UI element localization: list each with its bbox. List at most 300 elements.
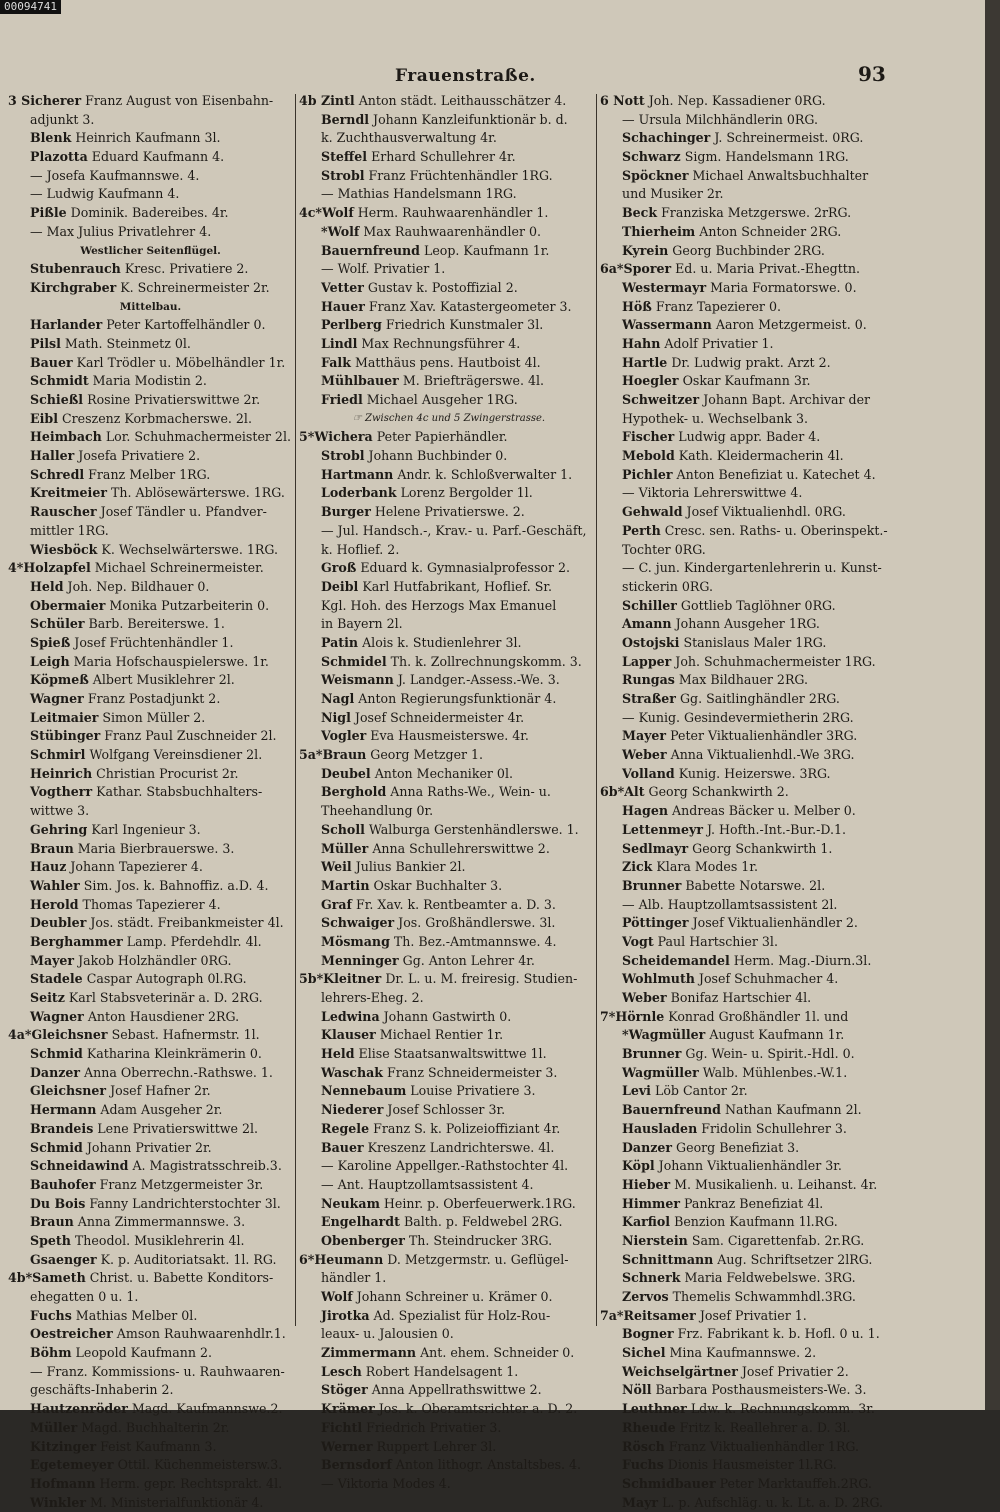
entry-details: D. Metzgermstr. u. Geflügel- (383, 1251, 569, 1267)
directory-entry (299, 1251, 599, 1270)
entry-details: L. p. Aufschläg. u. k. Lt. a. D. 2RG. (658, 1494, 884, 1510)
directory-entry (600, 1344, 892, 1363)
surname: Mayer (30, 952, 75, 968)
surname: Heimbach (30, 429, 102, 445)
surname: Westermayr (622, 279, 707, 295)
entry-details: Franz Postadjunkt 2. (83, 691, 221, 706)
entry-details: Bonifaz Hartschier 4l. (666, 990, 812, 1005)
surname: Schiller (622, 597, 677, 613)
surname: Hautzenröder (30, 1401, 128, 1417)
entry-details: K. Schreinermeister 2r. (116, 279, 270, 295)
entry-details: Gottlieb Taglöhner 0RG. (676, 597, 836, 613)
entry-details: Fr. Xav. k. Rentbeamter a. D. 3. (351, 896, 556, 912)
entry-details: August Kaufmann 1r. (705, 1027, 845, 1043)
directory-entry (8, 1419, 293, 1438)
surname: Eibl (30, 410, 58, 426)
surname: Wagmüller (622, 1064, 699, 1080)
surname: Braun (322, 747, 367, 763)
directory-entry (600, 428, 892, 447)
directory-entry (299, 279, 599, 298)
entry-details: Georg Buchbinder 2RG. (668, 242, 825, 258)
directory-entry (299, 1325, 599, 1344)
surname: Leitmaier (30, 709, 99, 725)
entry-details: Kathar. Stabsbuchhalters- (92, 784, 263, 800)
house-number: 7a* (600, 1307, 624, 1323)
directory-entry (8, 185, 293, 204)
entry-details: M. Ministerialfunktionär 4. (86, 1494, 264, 1510)
directory-entry (299, 260, 599, 279)
surname: Vogt (622, 933, 654, 949)
surname: Nierstein (622, 1232, 688, 1248)
directory-entry (8, 1008, 293, 1027)
entry-details: Fritz k. Reallehrer a. D. 3l. (675, 1419, 851, 1435)
entry-details: Franz Paul Zuschneider 2l. (100, 728, 277, 744)
directory-entry (600, 1381, 892, 1400)
surname: Spieß (30, 634, 71, 650)
entry-details: Johann Tapezierer 4. (66, 859, 203, 875)
directory-entry (8, 428, 293, 447)
entry-details: Dr. L. u. M. freiresig. Studien- (381, 971, 578, 987)
entry-details: — C. jun. Kindergartenlehrerin u. Kunst- (622, 560, 882, 576)
directory-entry (600, 671, 892, 690)
surname: Stubenrauch (30, 261, 121, 277)
entry-details: Kreszenz Landrichterswe. 4l. (363, 1139, 555, 1155)
entry-details: Franz August von Eisenbahn- (81, 93, 274, 108)
directory-entry (8, 167, 293, 186)
entry-details: Franz S. k. Polizeioffiziant 4r. (369, 1120, 561, 1136)
entry-details: Michael Ausgeher 1RG. (362, 392, 518, 407)
entry-details: Max Rechnungsführer 4. (357, 335, 521, 351)
directory-entry (299, 634, 599, 653)
surname: Gleichsner (31, 1027, 108, 1043)
directory-entry (8, 1176, 293, 1195)
surname: Schachinger (622, 130, 711, 146)
directory-entry (299, 1120, 599, 1139)
directory-entry (299, 933, 599, 952)
entry-details: Max Bildhauer 2RG. (674, 672, 809, 688)
surname: Wassermann (622, 317, 712, 333)
directory-entry (8, 933, 293, 952)
surname: Hauz (30, 859, 67, 875)
surname: Köpl (622, 1158, 655, 1174)
entry-details: J. Schreinermeist. 0RG. (710, 130, 864, 146)
entry-details: Lene Privatierswittwe 2l. (93, 1120, 259, 1136)
directory-entry (299, 765, 599, 784)
surname: Braun (30, 1214, 74, 1230)
surname: Vetter (321, 279, 364, 295)
entry-details: Anna Schullehrerswittwe 2. (368, 840, 550, 856)
directory-entry (299, 802, 599, 821)
surname: Nigl (321, 709, 351, 725)
directory-entry (8, 372, 293, 391)
surname: Gehring (30, 821, 88, 837)
house-number: 4c* (299, 205, 323, 221)
directory-entry (299, 1381, 599, 1400)
entry-details: Josef Privatier 2. (737, 1363, 849, 1379)
house-number: 6b* (600, 784, 625, 800)
surname: Blenk (30, 130, 72, 146)
directory-entry (8, 279, 293, 298)
directory-entry (600, 578, 892, 597)
entry-details: Franz Viktualienhändler 1RG. (664, 1438, 860, 1454)
surname: Schüler (30, 616, 85, 632)
surname: Wiesböck (30, 541, 98, 557)
directory-entry (8, 559, 293, 578)
surname: Pöttinger (622, 915, 689, 931)
directory-entry (299, 1307, 599, 1326)
entry-details: Peter Marktauffeh.2RG. (715, 1475, 872, 1491)
directory-entry (8, 1120, 293, 1139)
surname: Nöll (622, 1382, 652, 1398)
directory-entry (600, 1157, 892, 1176)
directory-entry (299, 391, 599, 410)
entry-details: Maria Modistin 2. (88, 373, 207, 389)
surname: Hauer (321, 298, 365, 314)
directory-entry (600, 92, 892, 111)
entry-details: Sebast. Hafnermstr. 1l. (107, 1027, 260, 1043)
surname: Brandeis (30, 1120, 94, 1136)
surname: Wolf (321, 1289, 353, 1304)
entry-details: k. Zuchthausverwaltung 4r. (321, 130, 497, 146)
entry-details: Theodol. Musiklehrerin 4l. (70, 1232, 245, 1248)
surname: Seitz (30, 990, 65, 1005)
entry-details: Simon Müller 2. (98, 709, 206, 725)
directory-entry (299, 989, 599, 1008)
surname: Schmid (30, 1046, 83, 1062)
entry-details: wittwe 3. (30, 803, 90, 819)
surname: Deubler (30, 915, 87, 931)
entry-details: Konrad Großhändler 1l. und (664, 1008, 849, 1024)
surname: Perlberg (321, 317, 382, 333)
surname: Brunner (622, 877, 682, 893)
directory-entry (8, 1064, 293, 1083)
surname: Schnittmann (622, 1251, 714, 1267)
directory-entry (299, 746, 599, 765)
surname: Werner (321, 1438, 373, 1454)
directory-entry (8, 1251, 293, 1270)
entry-details: Erhard Schullehrer 4r. (367, 149, 516, 165)
surname: Leigh (30, 653, 70, 669)
surname: Friedl (321, 392, 363, 407)
surname: Rauscher (30, 504, 97, 520)
directory-entry (299, 1344, 599, 1363)
house-number: * (622, 1027, 629, 1043)
surname: Fichtl (321, 1419, 363, 1435)
surname: Falk (321, 354, 351, 370)
surname: Wagner (30, 691, 84, 706)
surname: Gleichsner (30, 1083, 107, 1099)
entry-details: Dominik. Badereibes. 4r. (66, 205, 229, 221)
surname: Himmer (622, 1195, 680, 1211)
directory-entry (299, 223, 599, 242)
book-edge (985, 0, 1000, 1410)
entry-details: Franz Früchtenhändler 1RG. (364, 167, 553, 183)
directory-column-3 (600, 92, 892, 1512)
directory-entry (600, 391, 892, 410)
directory-entry (600, 1475, 892, 1494)
entry-details: Michael Anwaltsbuchhalter (688, 167, 869, 183)
surname: Neukam (321, 1195, 380, 1211)
entry-details: — Ursula Milchhändlerin 0RG. (622, 111, 819, 127)
surname: Obenberger (321, 1232, 405, 1248)
entry-details: Pankraz Benefiziat 4l. (679, 1195, 824, 1211)
directory-entry (600, 634, 892, 653)
surname: Kreitmeier (30, 485, 107, 501)
surname: Gehwald (622, 504, 683, 520)
directory-entry (8, 1381, 293, 1400)
entry-details: Kgl. Hoh. des Herzogs Max Emanuel (321, 597, 557, 613)
directory-entry (299, 129, 599, 148)
directory-entry (299, 559, 599, 578)
directory-entry (299, 1438, 599, 1457)
directory-entry (600, 410, 892, 429)
directory-entry (299, 428, 599, 447)
directory-entry (8, 746, 293, 765)
directory-entry (299, 111, 599, 130)
directory-entry (299, 727, 599, 746)
entry-details: Cresc. sen. Raths- u. Oberinspekt.- (660, 522, 888, 538)
directory-entry (299, 466, 599, 485)
surname: Schmidbauer (622, 1475, 716, 1491)
surname: Scheidemandel (622, 952, 730, 968)
entry-details: geschäfts-Inhaberin 2. (30, 1382, 174, 1398)
entry-details: Anton städt. Leithausschätzer 4. (354, 93, 567, 108)
surname: Wohlmuth (622, 971, 695, 987)
surname: Rösch (622, 1438, 665, 1454)
entry-details: Josef Tändler u. Pfandver- (96, 504, 267, 520)
surname: Engelhardt (321, 1214, 400, 1230)
directory-entry (299, 1400, 599, 1419)
entry-details: Tochter 0RG. (622, 541, 706, 557)
surname: Waschak (321, 1064, 384, 1080)
directory-entry (299, 1157, 599, 1176)
directory-entry (299, 1269, 599, 1288)
entry-details: Johann Schreiner u. Krämer 0. (352, 1289, 553, 1304)
directory-entry (299, 522, 599, 541)
directory-entry (8, 615, 293, 634)
entry-details: Karl Ingenieur 3. (87, 821, 201, 837)
entry-details: — Alb. Hauptzollamtsassistent 2l. (622, 896, 838, 912)
surname: Martin (321, 877, 370, 893)
directory-entry (299, 484, 599, 503)
surname: Zintl (320, 93, 355, 108)
house-number: * (321, 223, 328, 239)
entry-details: Oskar Kaufmann 3r. (678, 373, 811, 389)
entry-details: — Karoline Appellger.-Rathstochter 4l. (321, 1158, 569, 1174)
surname: Weismann (321, 672, 394, 688)
directory-entry (600, 541, 892, 560)
directory-entry (8, 1195, 293, 1214)
surname: Vogtherr (30, 784, 93, 800)
directory-entry (299, 1419, 599, 1438)
section-heading (8, 298, 293, 317)
directory-entry (8, 316, 293, 335)
entry-details: in Bayern 2l. (321, 616, 403, 632)
directory-entry (600, 354, 892, 373)
directory-entry (299, 1008, 599, 1027)
surname: Sedlmayr (622, 840, 689, 856)
entry-details: ☞ Zwischen 4c und 5 Zwingerstrasse. (352, 412, 546, 424)
surname: Schmidel (321, 653, 387, 669)
directory-entry (299, 690, 599, 709)
house-number: 6* (299, 1251, 315, 1267)
entry-details: Maria Feldwebelswe. 3RG. (680, 1270, 856, 1286)
directory-entry (600, 1026, 892, 1045)
directory-entry (600, 223, 892, 242)
entry-details: Jos. städt. Freibankmeister 4l. (86, 915, 284, 931)
surname: Speth (30, 1232, 71, 1248)
directory-entry (600, 1307, 892, 1326)
surname: Nagl (321, 691, 355, 706)
entry-details: Th. Steindrucker 3RG. (404, 1232, 553, 1248)
entry-details: Karl Hutfabrikant, Hoflief. Sr. (358, 578, 552, 594)
surname: Strobl (321, 448, 365, 464)
surname: Burger (321, 504, 371, 520)
entry-details: Friedrich Kunstmaler 3l. (381, 317, 544, 333)
directory-entry (299, 914, 599, 933)
entry-details: Josefa Privatiere 2. (74, 448, 201, 464)
entry-details: Franz Tapezierer 0. (651, 298, 781, 314)
entry-details: Sim. Jos. k. Bahnoffiz. a.D. 4. (79, 877, 269, 893)
house-number: 5* (299, 429, 315, 445)
entry-details: Balth. p. Feldwebel 2RG. (399, 1214, 563, 1230)
directory-entry (600, 914, 892, 933)
entry-details: Lor. Schuhmachermeister 2l. (101, 429, 291, 445)
surname: Perth (622, 522, 661, 538)
directory-entry (8, 541, 293, 560)
surname: Fuchs (622, 1457, 664, 1473)
surname: Hagen (622, 803, 669, 819)
entry-details: Andreas Bäcker u. Melber 0. (668, 803, 856, 819)
entry-details: Barbara Posthausmeisters-We. 3. (651, 1382, 867, 1398)
surname: Hieber (622, 1176, 671, 1192)
entry-details: Johann Gastwirth 0. (379, 1008, 512, 1024)
entry-details: Sigm. Handelsmann 1RG. (680, 149, 849, 165)
directory-entry (600, 727, 892, 746)
surname: Vogler (321, 728, 367, 744)
entry-details: Ldw. k. Rechnungskomm. 3r. (686, 1401, 875, 1417)
entry-details: Dr. Ludwig prakt. Arzt 2. (667, 354, 831, 370)
surname: Hahn (622, 335, 661, 351)
directory-entry (600, 298, 892, 317)
directory-entry (600, 709, 892, 728)
surname: Bogner (622, 1326, 674, 1342)
entry-details: Herm. gepr. Rechtsprakt. 4l. (95, 1475, 283, 1491)
directory-entry (8, 1456, 293, 1475)
directory-entry (600, 765, 892, 784)
surname: Müller (321, 840, 369, 856)
entry-details: Dionis Hausmeister 1l.RG. (663, 1457, 837, 1473)
surname: Volland (622, 765, 675, 781)
surname: Ostojski (622, 634, 680, 650)
surname: Bauernfreund (622, 1102, 721, 1118)
surname: Wichera (314, 429, 373, 445)
surname: Held (321, 1046, 355, 1062)
surname: Stadele (30, 971, 83, 987)
directory-entry (299, 185, 599, 204)
entry-details: Ad. Spezialist für Holz-Rou- (369, 1307, 551, 1323)
directory-entry (299, 541, 599, 560)
surname: Mayr (622, 1494, 659, 1510)
entry-details: — Franz. Kommissions- u. Rauhwaaren- (30, 1363, 285, 1379)
entry-details: Jakob Holzhändler 0RG. (74, 952, 232, 968)
entry-details: Walb. Mühlenbes.-W.1. (698, 1064, 848, 1080)
directory-entry (8, 709, 293, 728)
surname: Egetemeyer (30, 1457, 114, 1473)
directory-entry (299, 1475, 599, 1494)
entry-details: A. Magistratsschreib.3. (128, 1158, 282, 1174)
surname: Pichler (622, 466, 673, 482)
entry-details: Alois k. Studienlehrer 3l. (358, 634, 522, 650)
directory-entry (8, 727, 293, 746)
entry-details: Gg. Wein- u. Spirit.-Hdl. 0. (681, 1046, 855, 1062)
surname: Deubel (321, 765, 371, 781)
directory-entry (8, 858, 293, 877)
directory-entry (8, 410, 293, 429)
directory-entry (600, 653, 892, 672)
entry-details: und Musiker 2r. (622, 186, 724, 202)
directory-entry (299, 204, 599, 223)
directory-entry (299, 896, 599, 915)
surname: Klauser (321, 1027, 376, 1043)
surname: Gsaenger (30, 1251, 97, 1267)
surname: Hermann (30, 1102, 97, 1118)
surname: Plazotta (30, 149, 88, 165)
entry-details: Johann Bapt. Archivar der (699, 392, 871, 407)
directory-entry (8, 92, 293, 111)
entry-details: Max Rauhwaarenhändler 0. (359, 223, 542, 239)
entry-details: Josef Schuhmacher 4. (694, 971, 839, 987)
entry-details: Mittelbau. (119, 300, 182, 313)
directory-entry (600, 952, 892, 971)
entry-details: Herm. Mag.-Diurn.3l. (729, 952, 872, 968)
entry-details: Georg Metzger 1. (366, 747, 484, 763)
entry-details: Josef Viktualienhändler 2. (688, 915, 858, 931)
archive-stamp: 00094741 (0, 0, 61, 14)
directory-entry (600, 372, 892, 391)
directory-entry (600, 1419, 892, 1438)
entry-details: Klara Modes 1r. (652, 859, 758, 875)
entry-details: Franz Melber 1RG. (84, 466, 211, 482)
entry-details: Anton Schneider 2RG. (695, 223, 842, 239)
surname: Kitzinger (30, 1438, 97, 1454)
directory-entry (8, 653, 293, 672)
directory-entry (299, 877, 599, 896)
entry-details: Jos. Großhändlerswe. 3l. (394, 915, 556, 931)
entry-details: Ludwig appr. Bader 4. (674, 429, 821, 445)
directory-entry (8, 466, 293, 485)
directory-entry (8, 129, 293, 148)
entry-details: Peter Kartoffelhändler 0. (102, 317, 266, 333)
entry-details: Maria Bierbrauerswe. 3. (73, 840, 235, 856)
entry-details: Franziska Metzgerswe. 2rRG. (657, 205, 852, 221)
entry-details: Th. Ablösewärterswe. 1RG. (106, 485, 285, 501)
entry-details: Elise Staatsanwaltswittwe 1l. (354, 1046, 547, 1062)
surname: Schwaiger (321, 915, 395, 931)
directory-entry (8, 1494, 293, 1512)
surname: Schweitzer (622, 392, 700, 407)
directory-entry (8, 914, 293, 933)
entry-details: Kresc. Privatiere 2. (120, 261, 249, 277)
surname: Groß (321, 560, 357, 576)
surname: Pißle (30, 205, 67, 221)
directory-entry (600, 242, 892, 261)
directory-entry (8, 597, 293, 616)
surname: Bauernfreund (321, 242, 420, 258)
directory-entry (600, 1139, 892, 1158)
directory-entry (8, 1288, 293, 1307)
directory-entry (299, 709, 599, 728)
